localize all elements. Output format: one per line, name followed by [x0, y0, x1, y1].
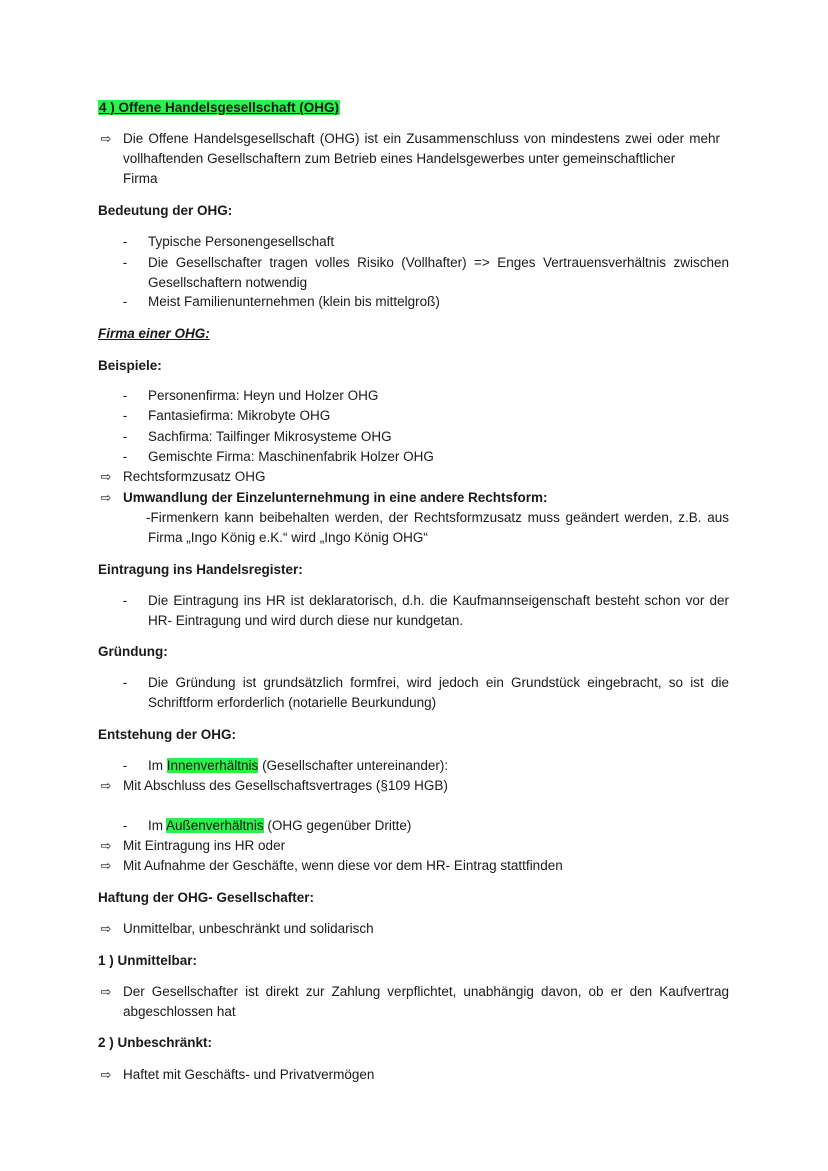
- rechtsformzusatz: Rechtsformzusatz OHG: [123, 469, 266, 484]
- section-heading-eintragung: Eintragung ins Handelsregister:: [98, 562, 303, 577]
- arrow-icon: ⇨: [100, 1067, 112, 1082]
- intro-line-2: vollhaftenden Gesellschaftern zum Betrieb eines Handelsgewerbes unter gemeinschaftlicher: [123, 151, 676, 166]
- example-1: Personenfirma: Heyn und Holzer OHG: [148, 388, 379, 403]
- arrow-icon: ⇨: [100, 921, 112, 936]
- intro-line-1: Die Offene Handelsgesellschaft (OHG) ist ein Zusammenschluss von mindestens zwei oder mehr: [123, 131, 720, 146]
- arrow-icon: ⇨: [100, 469, 112, 484]
- arrow-icon: ⇨: [100, 778, 112, 793]
- page-title: 4 ) Offene Handelsgesellschaft (OHG): [99, 100, 340, 115]
- bullet-dash: -: [122, 675, 128, 690]
- umwandlung-text-1: -Firmenkern kann beibehalten werden, der Rechtsformzusatz muss geändert werden, z.B. aus: [146, 510, 729, 525]
- umwandlung-text-2: Firma „Ingo König e.K.“ wird „Ingo König OHG“: [148, 530, 428, 545]
- bullet-dash: -: [122, 818, 128, 833]
- subheading-unbeschraenkt: 2 ) Unbeschränkt:: [98, 1035, 213, 1050]
- arrow-icon: ⇨: [100, 838, 112, 853]
- highlight-innenverhaeltnis: Innenverhältnis: [166, 758, 259, 773]
- bullet-dash: -: [122, 294, 128, 309]
- innen-arrow-text: Mit Abschluss des Gesellschaftsvertrages (§109 HGB): [123, 778, 448, 793]
- section-heading-firma: Firma einer OHG:: [98, 326, 210, 341]
- example-2: Fantasiefirma: Mikrobyte OHG: [148, 408, 331, 423]
- unmittelbar-line-2: abgeschlossen hat: [123, 1004, 236, 1019]
- gruendung-line-1: Die Gründung ist grundsätzlich formfrei, wird jedoch ein Grundstück eingebracht, so ist die: [148, 675, 729, 690]
- bedeutung-item-3: Meist Familienunternehmen (klein bis mittelgroß): [148, 294, 440, 309]
- section-heading-haftung: Haftung der OHG- Gesellschafter:: [98, 890, 315, 905]
- section-heading-bedeutung: Bedeutung der OHG:: [98, 203, 233, 218]
- arrow-icon: ⇨: [100, 131, 112, 146]
- bullet-dash: -: [122, 408, 128, 423]
- bullet-dash: -: [122, 255, 128, 270]
- bedeutung-item-1: Typische Personengesellschaft: [148, 234, 335, 249]
- subheading-beispiele: Beispiele:: [98, 358, 162, 373]
- eintragung-line-1: Die Eintragung ins HR ist deklaratorisch, d.h. die Kaufmannseigenschaft besteht schon vor der: [148, 593, 729, 608]
- arrow-icon: ⇨: [100, 984, 112, 999]
- arrow-icon: ⇨: [100, 858, 112, 873]
- subheading-unmittelbar: 1 ) Unmittelbar:: [98, 953, 198, 968]
- innenverhaeltnis-line: Im Innenverhältnis (Gesellschafter untereinander):: [148, 758, 449, 773]
- bullet-dash: -: [122, 234, 128, 249]
- bullet-dash: -: [122, 758, 128, 773]
- bullet-dash: -: [122, 388, 128, 403]
- example-4: Gemischte Firma: Maschinenfabrik Holzer OHG: [148, 449, 434, 464]
- intro-line-3: Firma: [123, 171, 158, 186]
- arrow-icon: ⇨: [100, 490, 112, 505]
- example-3: Sachfirma: Tailfinger Mikrosysteme OHG: [148, 429, 392, 444]
- unbeschraenkt-text: Haftet mit Geschäfts- und Privatvermögen: [123, 1067, 375, 1082]
- section-heading-entstehung: Entstehung der OHG:: [98, 727, 236, 742]
- umwandlung-heading: Umwandlung der Einzelunternehmung in eine andere Rechtsform:: [123, 490, 548, 505]
- bullet-dash: -: [122, 593, 128, 608]
- bullet-dash: -: [122, 429, 128, 444]
- section-heading-gruendung: Gründung:: [98, 644, 168, 659]
- haftung-summary: Unmittelbar, unbeschränkt und solidarisch: [123, 921, 374, 936]
- aussenverhaeltnis-line: Im Außenverhältnis (OHG gegenüber Dritte): [148, 818, 412, 833]
- aussen-arrow-text-1: Mit Eintragung ins HR oder: [123, 838, 286, 853]
- bedeutung-item-2-line-2: Gesellschaftern notwendig: [148, 275, 308, 290]
- gruendung-line-2: Schriftform erforderlich (notarielle Beurkundung): [148, 695, 437, 710]
- unmittelbar-line-1: Der Gesellschafter ist direkt zur Zahlung verpflichtet, unabhängig davon, ob er den Kaufvertrag: [123, 984, 729, 999]
- bedeutung-item-2-line-1: Die Gesellschafter tragen volles Risiko (Vollhafter) => Enges Vertrauensverhältnis zwischen: [148, 255, 729, 270]
- aussen-arrow-text-2: Mit Aufnahme der Geschäfte, wenn diese vor dem HR- Eintrag stattfinden: [123, 858, 563, 873]
- eintragung-line-2: HR- Eintragung und wird durch diese nur kundgetan.: [148, 613, 464, 628]
- highlight-aussenverhaeltnis: Außenverhältnis: [166, 818, 264, 833]
- bullet-dash: -: [122, 449, 128, 464]
